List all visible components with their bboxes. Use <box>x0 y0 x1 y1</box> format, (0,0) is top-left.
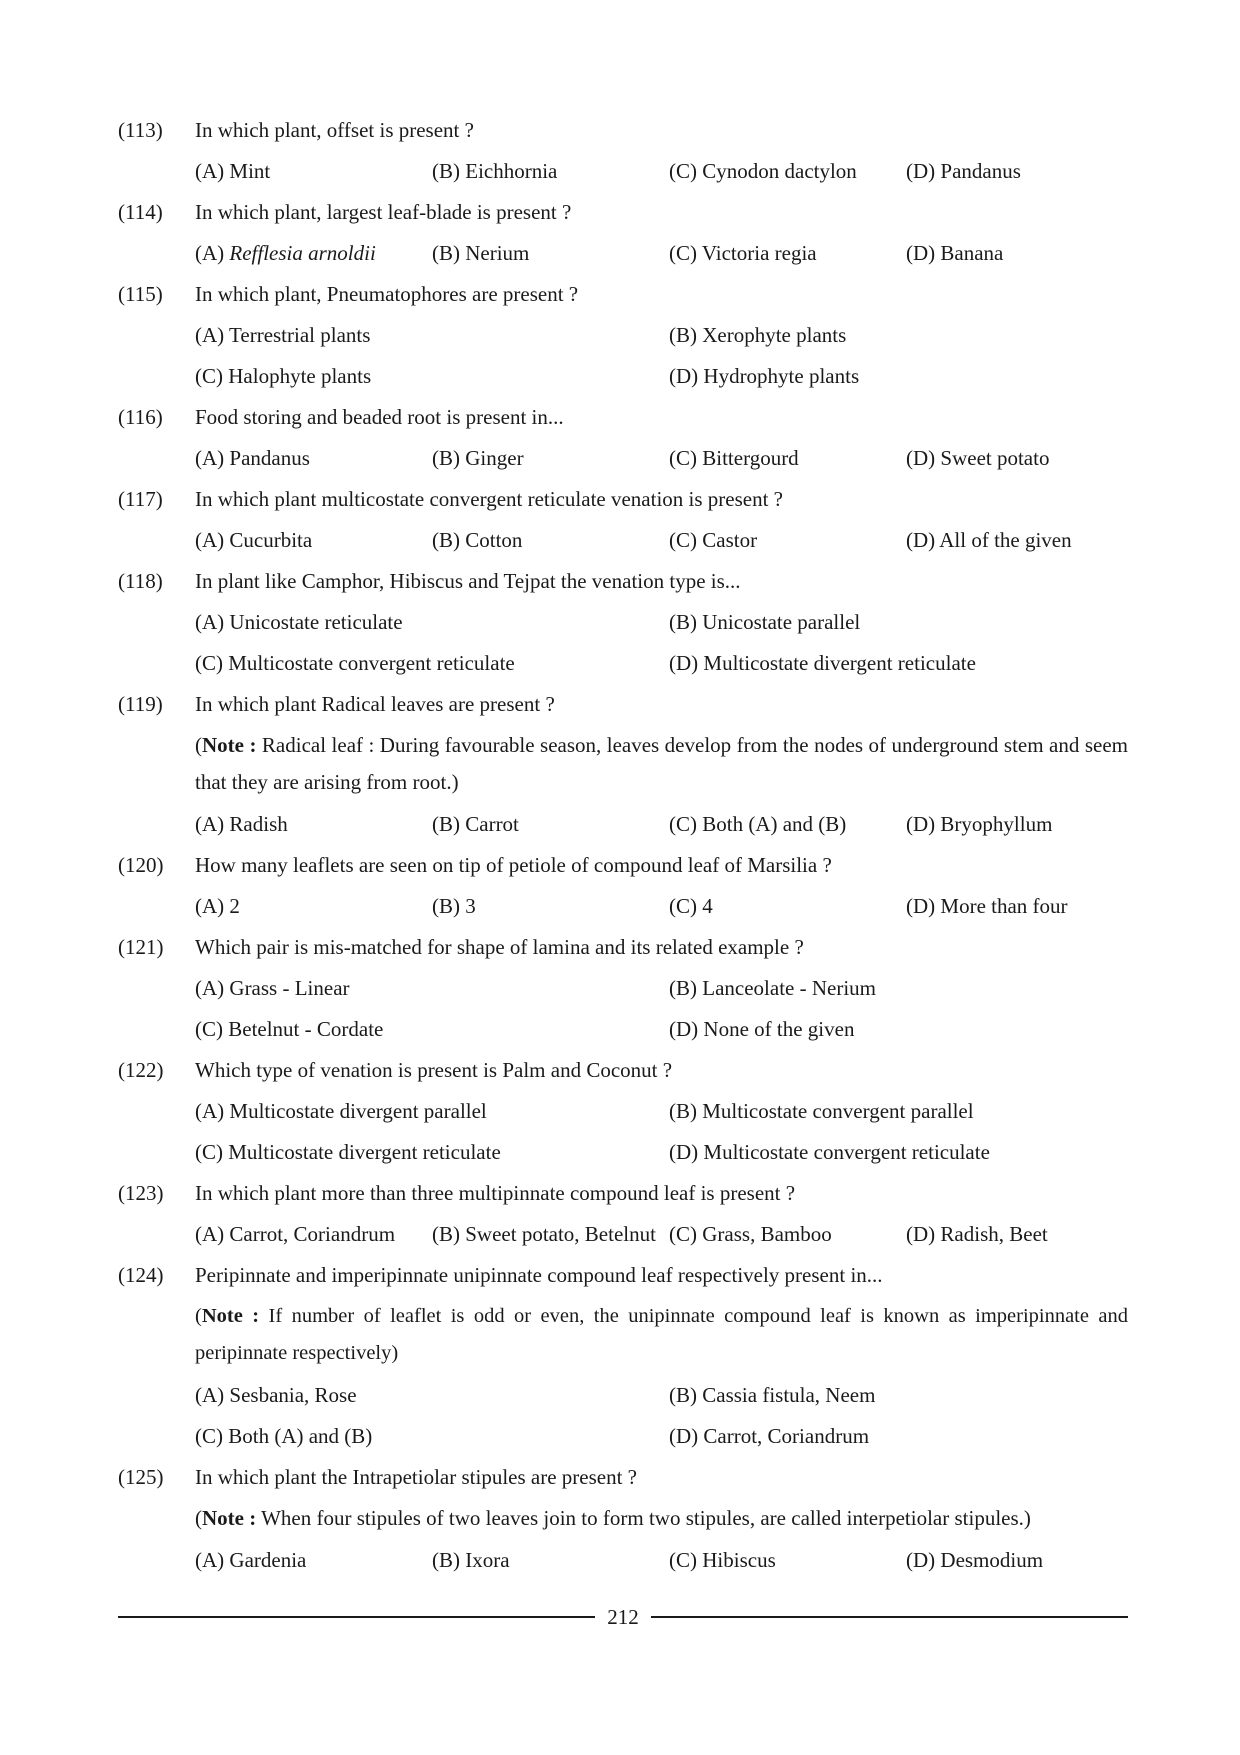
question-block <box>118 397 1128 479</box>
answer-option: (A) Gardenia <box>195 1548 307 1572</box>
options-row <box>195 804 1128 845</box>
answer-option: (C) Both (A) and (B) <box>669 812 847 836</box>
question-text: Food storing and beaded root is present in... <box>195 405 564 429</box>
question-number: (117) <box>118 487 163 511</box>
question-block <box>118 274 1128 397</box>
note-label: Note : <box>201 1305 260 1327</box>
question-number: (125) <box>118 1465 164 1489</box>
options-row <box>195 1214 1128 1255</box>
question-row <box>118 274 1128 315</box>
options-row <box>195 356 1128 397</box>
question-block <box>118 845 1128 927</box>
question-block <box>118 561 1128 684</box>
answer-option: (A) Carrot, Coriandrum <box>195 1222 396 1246</box>
question-note <box>195 1296 1128 1375</box>
options-row <box>195 520 1128 561</box>
answer-option: (A) Cucurbita <box>195 528 313 552</box>
question-text: In which plant multicostate convergent reticulate venation is present ? <box>195 487 783 511</box>
options-row <box>195 315 1128 356</box>
answer-option: (C) Hibiscus <box>669 1548 776 1572</box>
note-label: Note : <box>202 733 257 757</box>
options-row <box>195 1132 1128 1173</box>
answer-option: (C) Cynodon dactylon <box>669 159 857 183</box>
question-row <box>118 927 1128 968</box>
options-row <box>195 1540 1128 1581</box>
answer-option: (D) Radish, Beet <box>906 1222 1048 1246</box>
answer-option: (C) Halophyte plants <box>195 364 372 388</box>
question-number: (124) <box>118 1263 164 1287</box>
question-number: (119) <box>118 692 163 716</box>
question-text: In which plant more than three multipinnate compound leaf is present ? <box>195 1181 796 1205</box>
answer-option: (B) Nerium <box>432 241 530 265</box>
question-note <box>195 725 1128 804</box>
answer-option: (A) Terrestrial plants <box>195 323 371 347</box>
question-text: Peripinnate and imperipinnate unipinnate compound leaf respectively present in... <box>195 1263 883 1287</box>
answer-option: (B) Multicostate convergent parallel <box>669 1099 974 1123</box>
question-row <box>118 845 1128 886</box>
answer-option: (D) More than four <box>906 894 1068 918</box>
note-label: Note : <box>202 1506 257 1530</box>
answer-option: (A) Mint <box>195 159 271 183</box>
answer-option: (D) Multicostate divergent reticulate <box>669 651 976 675</box>
answer-option: (A) Sesbania, Rose <box>195 1383 357 1407</box>
question-block <box>118 479 1128 561</box>
question-row <box>118 1173 1128 1214</box>
answer-option: (D) None of the given <box>669 1017 855 1041</box>
question-block <box>118 192 1128 274</box>
question-number: (114) <box>118 200 163 224</box>
answer-option: (C) 4 <box>669 894 713 918</box>
question-row <box>118 479 1128 520</box>
question-block <box>118 927 1128 1050</box>
question-text: In plant like Camphor, Hibiscus and Tejpat the venation type is... <box>195 569 741 593</box>
option-letter: (A) <box>195 241 230 265</box>
question-number: (123) <box>118 1181 164 1205</box>
answer-option: (D) Banana <box>906 241 1004 265</box>
question-block <box>118 1457 1128 1581</box>
question-text: Which pair is mis-matched for shape of lamina and its related example ? <box>195 935 804 959</box>
answer-option: (B) Eichhornia <box>432 159 558 183</box>
question-number: (122) <box>118 1058 164 1082</box>
question-row <box>118 684 1128 725</box>
answer-option: (D) Hydrophyte plants <box>669 364 860 388</box>
question-block <box>118 1255 1128 1457</box>
question-text: In which plant the Intrapetiolar stipules are present ? <box>195 1465 638 1489</box>
footer-rule-right <box>651 1616 1128 1618</box>
question-block <box>118 684 1128 845</box>
question-row <box>118 110 1128 151</box>
answer-option: (D) Sweet potato <box>906 446 1050 470</box>
answer-option: (C) Castor <box>669 528 758 552</box>
options-row <box>195 151 1128 192</box>
answer-option: (D) All of the given <box>906 528 1072 552</box>
answer-option: (B) Ginger <box>432 446 524 470</box>
answer-option: (D) Pandanus <box>906 159 1021 183</box>
question-text: In which plant Radical leaves are present ? <box>195 692 555 716</box>
options-row <box>195 886 1128 927</box>
answer-option: (C) Grass, Bamboo <box>669 1222 832 1246</box>
question-row <box>118 1457 1128 1498</box>
question-text: How many leaflets are seen on tip of petiole of compound leaf of Marsilia ? <box>195 853 832 877</box>
question-number: (115) <box>118 282 163 306</box>
footer-rule-left <box>118 1616 595 1618</box>
question-block <box>118 110 1128 192</box>
answer-option <box>195 233 432 274</box>
question-text: In which plant, largest leaf-blade is present ? <box>195 200 572 224</box>
answer-option: (C) Victoria regia <box>669 241 817 265</box>
note-text: When four stipules of two leaves join to form two stipules, are called interpetiolar stipules.) <box>256 1506 1031 1530</box>
options-row <box>195 1416 1128 1457</box>
options-row <box>195 1091 1128 1132</box>
note-text: Radical leaf : During favourable season, leaves develop from the nodes of underground stem and seem that they are arising from root.) <box>195 733 1128 794</box>
question-row <box>118 1050 1128 1091</box>
answer-option: (D) Bryophyllum <box>906 812 1053 836</box>
answer-option: (D) Carrot, Coriandrum <box>669 1424 870 1448</box>
page-footer <box>118 1597 1128 1637</box>
question-row <box>118 397 1128 438</box>
question-row <box>118 561 1128 602</box>
question-block <box>118 1050 1128 1173</box>
answer-option: (C) Bittergourd <box>669 446 799 470</box>
answer-option: (B) Cotton <box>432 528 523 552</box>
answer-option: (B) 3 <box>432 894 476 918</box>
note-open-paren: ( <box>195 733 202 757</box>
answer-option: (B) Lanceolate - Nerium <box>669 976 876 1000</box>
answer-option: (A) Grass - Linear <box>195 976 350 1000</box>
question-number: (113) <box>118 118 163 142</box>
note-text: If number of leaflet is odd or even, the unipinnate compound leaf is known as imperipinnate and peripinnate respectively) <box>195 1305 1128 1364</box>
answer-option: (C) Both (A) and (B) <box>195 1424 373 1448</box>
answer-option: (C) Multicostate convergent reticulate <box>195 651 515 675</box>
answer-option: (C) Multicostate divergent reticulate <box>195 1140 501 1164</box>
answer-option: (B) Carrot <box>432 812 519 836</box>
answer-option: (A) Unicostate reticulate <box>195 610 403 634</box>
question-text: Which type of venation is present is Palm and Coconut ? <box>195 1058 673 1082</box>
answer-option: (A) Radish <box>195 812 288 836</box>
options-row <box>195 1375 1128 1416</box>
page-number: 212 <box>607 1604 639 1629</box>
note-open-paren: ( <box>195 1506 202 1530</box>
answer-option: (D) Multicostate convergent reticulate <box>669 1140 990 1164</box>
option-italic-text: Refflesia arnoldii <box>229 241 376 265</box>
question-text: In which plant, offset is present ? <box>195 118 474 142</box>
question-row <box>118 1255 1128 1296</box>
answer-option: (A) Pandanus <box>195 446 310 470</box>
question-text: In which plant, Pneumatophores are present ? <box>195 282 579 306</box>
question-number: (121) <box>118 935 164 959</box>
options-row <box>195 602 1128 643</box>
answer-option: (D) Desmodium <box>906 1548 1044 1572</box>
question-note <box>195 1498 1128 1540</box>
options-row <box>195 1009 1128 1050</box>
answer-option: (A) 2 <box>195 894 240 918</box>
options-row <box>195 968 1128 1009</box>
options-row <box>195 233 1128 274</box>
answer-option: (B) Unicostate parallel <box>669 610 861 634</box>
answer-option: (B) Sweet potato, Betelnut <box>432 1222 656 1246</box>
question-number: (120) <box>118 853 164 877</box>
question-number: (116) <box>118 405 163 429</box>
options-row <box>195 643 1128 684</box>
answer-option: (B) Ixora <box>432 1548 510 1572</box>
options-row <box>195 438 1128 479</box>
note-open-paren: ( <box>195 1305 202 1327</box>
answer-option: (B) Xerophyte plants <box>669 323 847 347</box>
question-row <box>118 192 1128 233</box>
question-number: (118) <box>118 569 163 593</box>
question-block <box>118 1173 1128 1255</box>
question-list <box>118 110 1128 1581</box>
answer-option: (C) Betelnut - Cordate <box>195 1017 384 1041</box>
answer-option: (A) Multicostate divergent parallel <box>195 1099 487 1123</box>
answer-option: (B) Cassia fistula, Neem <box>669 1383 876 1407</box>
